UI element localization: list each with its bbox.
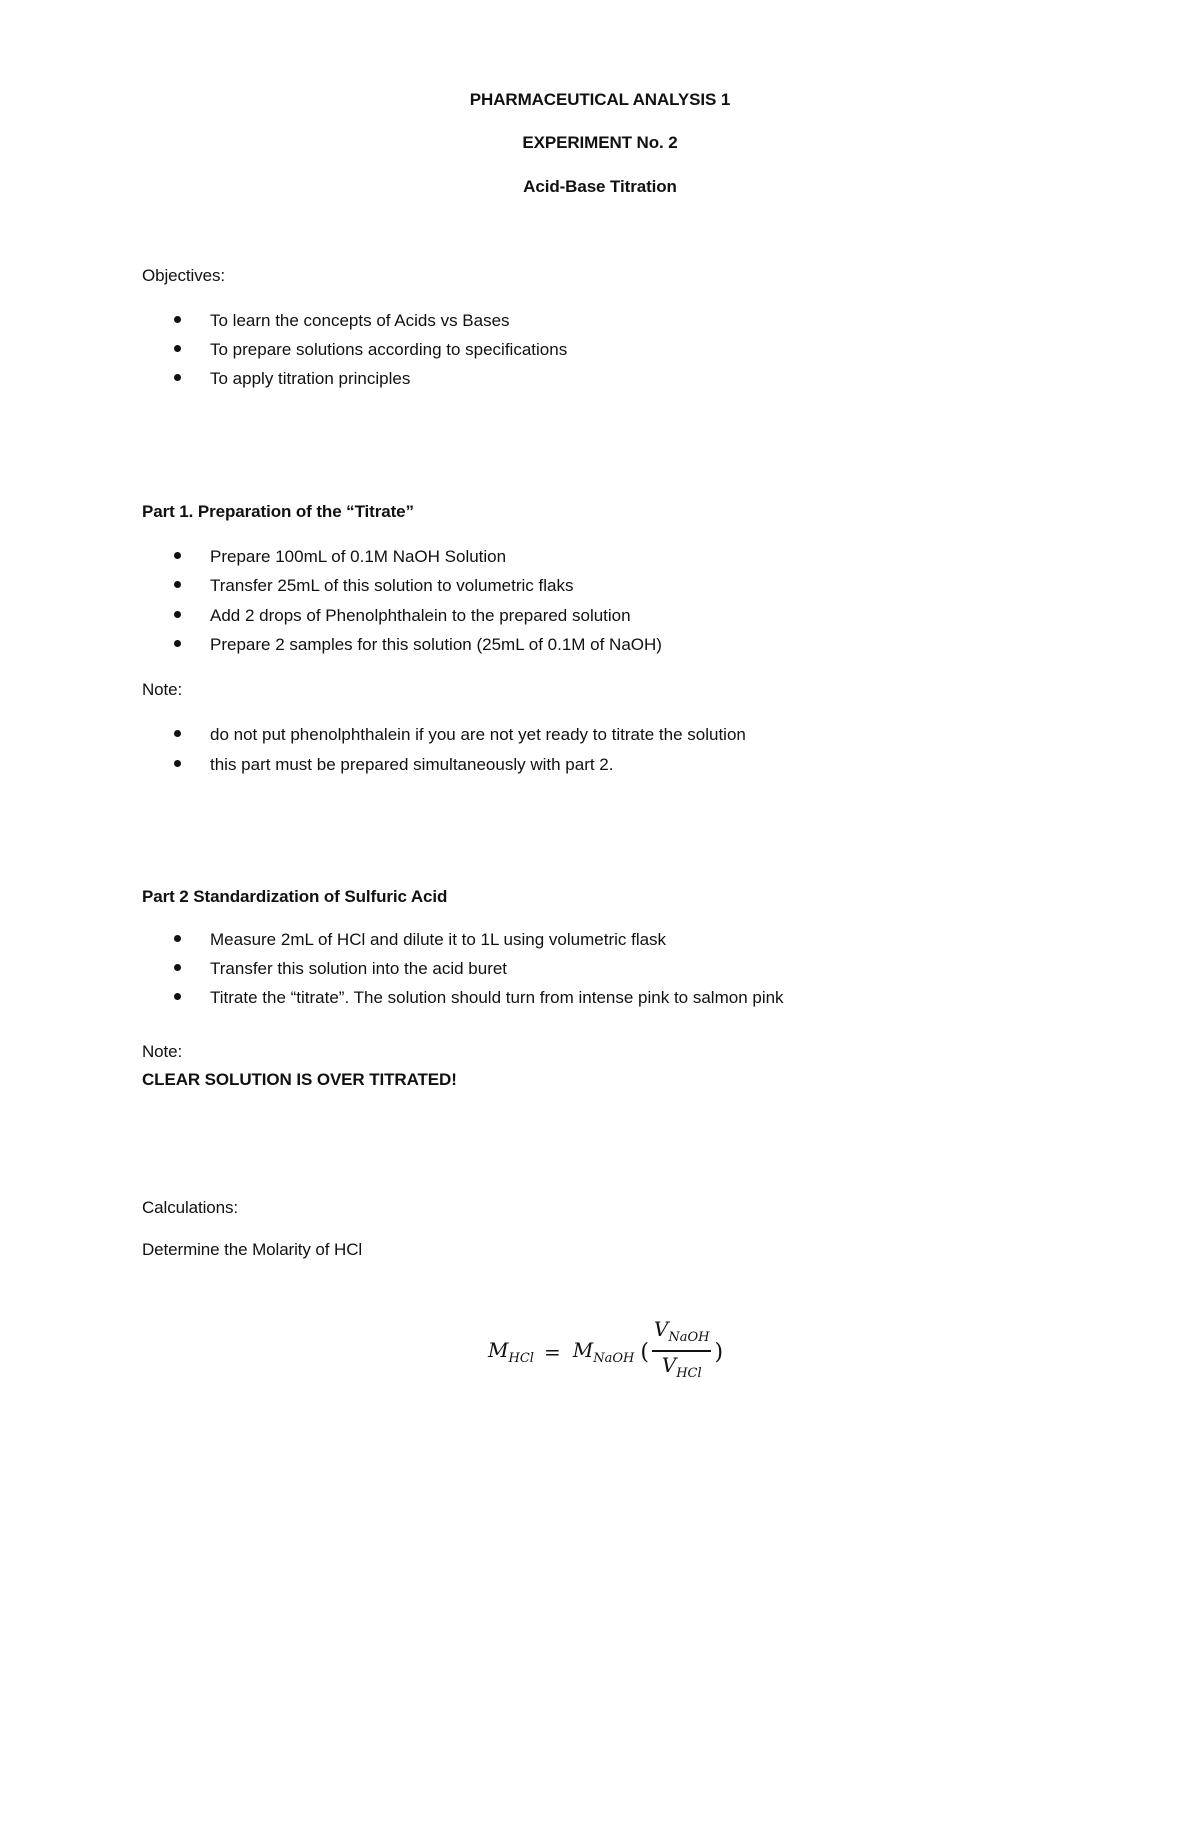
part1-step — [174, 605, 631, 627]
bullet-icon — [174, 611, 181, 618]
volume-ratio-fraction — [652, 1318, 712, 1386]
step-text: Titrate the “titrate”. The solution should turn from intense pink to salmon pink — [210, 988, 784, 1007]
molarity-formula — [488, 1318, 724, 1386]
bullet-icon — [174, 640, 181, 647]
part1-step — [174, 575, 573, 597]
calculations-instruction: Determine the Molarity of HCl — [142, 1240, 363, 1259]
step-text: Measure 2mL of HCl and dilute it to 1L using volumetric flask — [210, 930, 667, 949]
bullet-icon — [174, 964, 181, 971]
part2-heading: Part 2 Standardization of Sulfuric Acid — [142, 887, 448, 906]
bullet-icon — [174, 345, 181, 352]
step-text: Prepare 100mL of 0.1M NaOH Solution — [210, 547, 507, 566]
experiment-number: EXPERIMENT No. 2 — [522, 133, 678, 152]
step-text: Transfer 25mL of this solution to volumetric flaks — [210, 576, 574, 595]
over-titration-warning: CLEAR SOLUTION IS OVER TITRATED! — [142, 1070, 457, 1089]
note-text: do not put phenolphthalein if you are not yet ready to titrate the solution — [210, 725, 746, 744]
part1-step — [174, 634, 662, 656]
part1-heading: Part 1. Preparation of the “Titrate” — [142, 502, 414, 521]
step-text: Prepare 2 samples for this solution (25mL of 0.1M of NaOH) — [210, 635, 662, 654]
objective-item — [174, 368, 410, 390]
objective-item — [174, 310, 510, 332]
bullet-icon — [174, 760, 181, 767]
equals-sign: = — [543, 1340, 561, 1364]
objectives-heading: Objectives: — [142, 266, 225, 285]
bullet-icon — [174, 935, 181, 942]
part2-note-label: Note: — [142, 1042, 183, 1061]
objective-text: To learn the concepts of Acids vs Bases — [210, 311, 510, 330]
step-text: Transfer this solution into the acid buret — [210, 959, 508, 978]
bullet-icon — [174, 552, 181, 559]
calculations-heading: Calculations: — [142, 1198, 239, 1217]
experiment-title: Acid-Base Titration — [523, 177, 677, 196]
bullet-icon — [174, 993, 181, 1000]
open-paren: ( — [640, 1339, 649, 1365]
bullet-icon — [174, 730, 181, 737]
bullet-icon — [174, 581, 181, 588]
part2-step — [174, 958, 507, 980]
fraction-numerator: $V_{NaOH}$ — [652, 1318, 712, 1352]
part1-note-label: Note: — [142, 680, 183, 699]
lhs-molarity: $M_{HCl}$ — [488, 1338, 534, 1366]
note-text: this part must be prepared simultaneously with part 2. — [210, 755, 614, 774]
objective-text: To apply titration principles — [210, 369, 411, 388]
bullet-icon — [174, 374, 181, 381]
bullet-icon — [174, 316, 181, 323]
rhs-molarity: $M_{NaOH}$ — [572, 1338, 635, 1366]
part1-note-item — [174, 724, 746, 746]
step-text: Add 2 drops of Phenolphthalein to the prepared solution — [210, 606, 631, 625]
close-paren: ) — [714, 1339, 724, 1365]
objective-item — [174, 339, 567, 361]
fraction-denominator: $V_{HCl}$ — [661, 1353, 702, 1381]
part2-step — [174, 929, 666, 951]
course-title: PHARMACEUTICAL ANALYSIS 1 — [469, 90, 731, 109]
objective-text: To prepare solutions according to specifications — [210, 340, 568, 359]
part2-step — [174, 987, 784, 1009]
part1-note-item — [174, 754, 613, 776]
part1-step — [174, 546, 506, 568]
